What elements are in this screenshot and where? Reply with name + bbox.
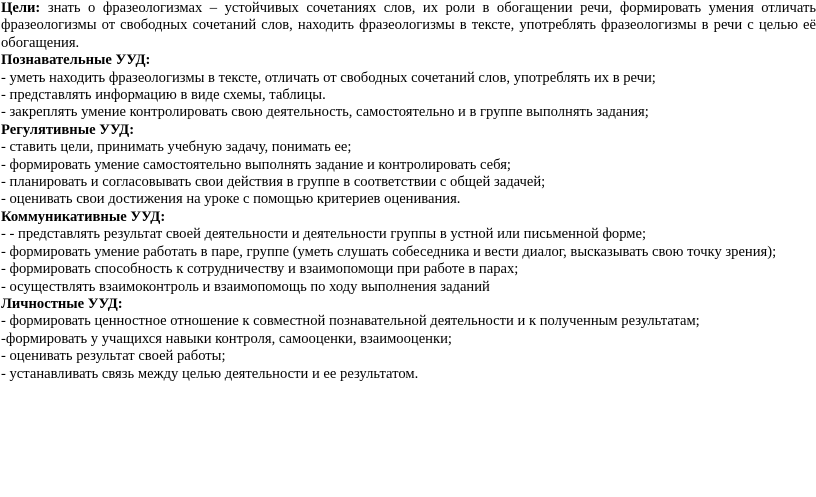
section-cognitive (1, 52, 816, 122)
list-item: - - представлять результат своей деятельности и деятельности группы в устной или письменной форме; (1, 226, 647, 243)
list-item: - закреплять умение контролировать свою деятельность, самостоятельно и в группе выполнять задания; (1, 104, 649, 121)
section-heading: Личностные УУД: (1, 295, 123, 312)
list-item: - формировать ценностное отношение к совместной познавательной деятельности и к полученным результатам; (1, 313, 700, 330)
goals-label: Цели: (1, 0, 41, 16)
section-personal (1, 296, 816, 383)
list-item: - представлять информацию в виде схемы, таблицы. (1, 87, 326, 104)
section-regulatory (1, 122, 816, 209)
list-item: - оценивать свои достижения на уроке с помощью критериев оценивания. (1, 191, 461, 208)
section-heading: Регулятивные УУД: (1, 121, 135, 138)
list-item: -формировать у учащихся навыки контроля, самооценки, взаимооценки; (1, 330, 452, 347)
list-item: - формировать умение самостоятельно выполнять задание и контролировать себя; (1, 156, 511, 173)
list-item: - осуществлять взаимоконтроль и взаимопомощь по ходу выполнения заданий (1, 278, 490, 295)
list-item: - уметь находить фразеологизмы в тексте, отличать от свободных сочетаний слов, употреблять их в речи; (1, 69, 656, 86)
goals-text: знать о фразеологизмах – устойчивых сочетаниях слов, их роли в обогащении речи, формировать умения отличать фразеологизмы от свободных сочетаний слов, находить фразеологизмы в тексте, употреблять фразеологизмы в речи с целью её обогащения. (1, 0, 816, 51)
list-item: - формировать умение работать в паре, группе (уметь слушать собеседника и вести диалог, высказывать свою точку зрения); (1, 243, 777, 260)
list-item: - планировать и согласовывать свои действия в группе в соответствии с общей задачей; (1, 174, 546, 191)
section-heading: Познавательные УУД: (1, 52, 151, 69)
document-body (1, 0, 816, 383)
goals-paragraph (1, 0, 816, 52)
list-item: - оценивать результат своей работы; (1, 348, 226, 365)
list-item: - ставить цели, принимать учебную задачу, понимать ее; (1, 139, 352, 156)
section-heading: Коммуникативные УУД: (1, 208, 166, 225)
section-communicative (1, 209, 816, 296)
list-item: - формировать способность к сотрудничеству и взаимопомощи при работе в парах; (1, 261, 519, 278)
list-item: - устанавливать связь между целью деятельности и ее результатом. (1, 365, 419, 382)
